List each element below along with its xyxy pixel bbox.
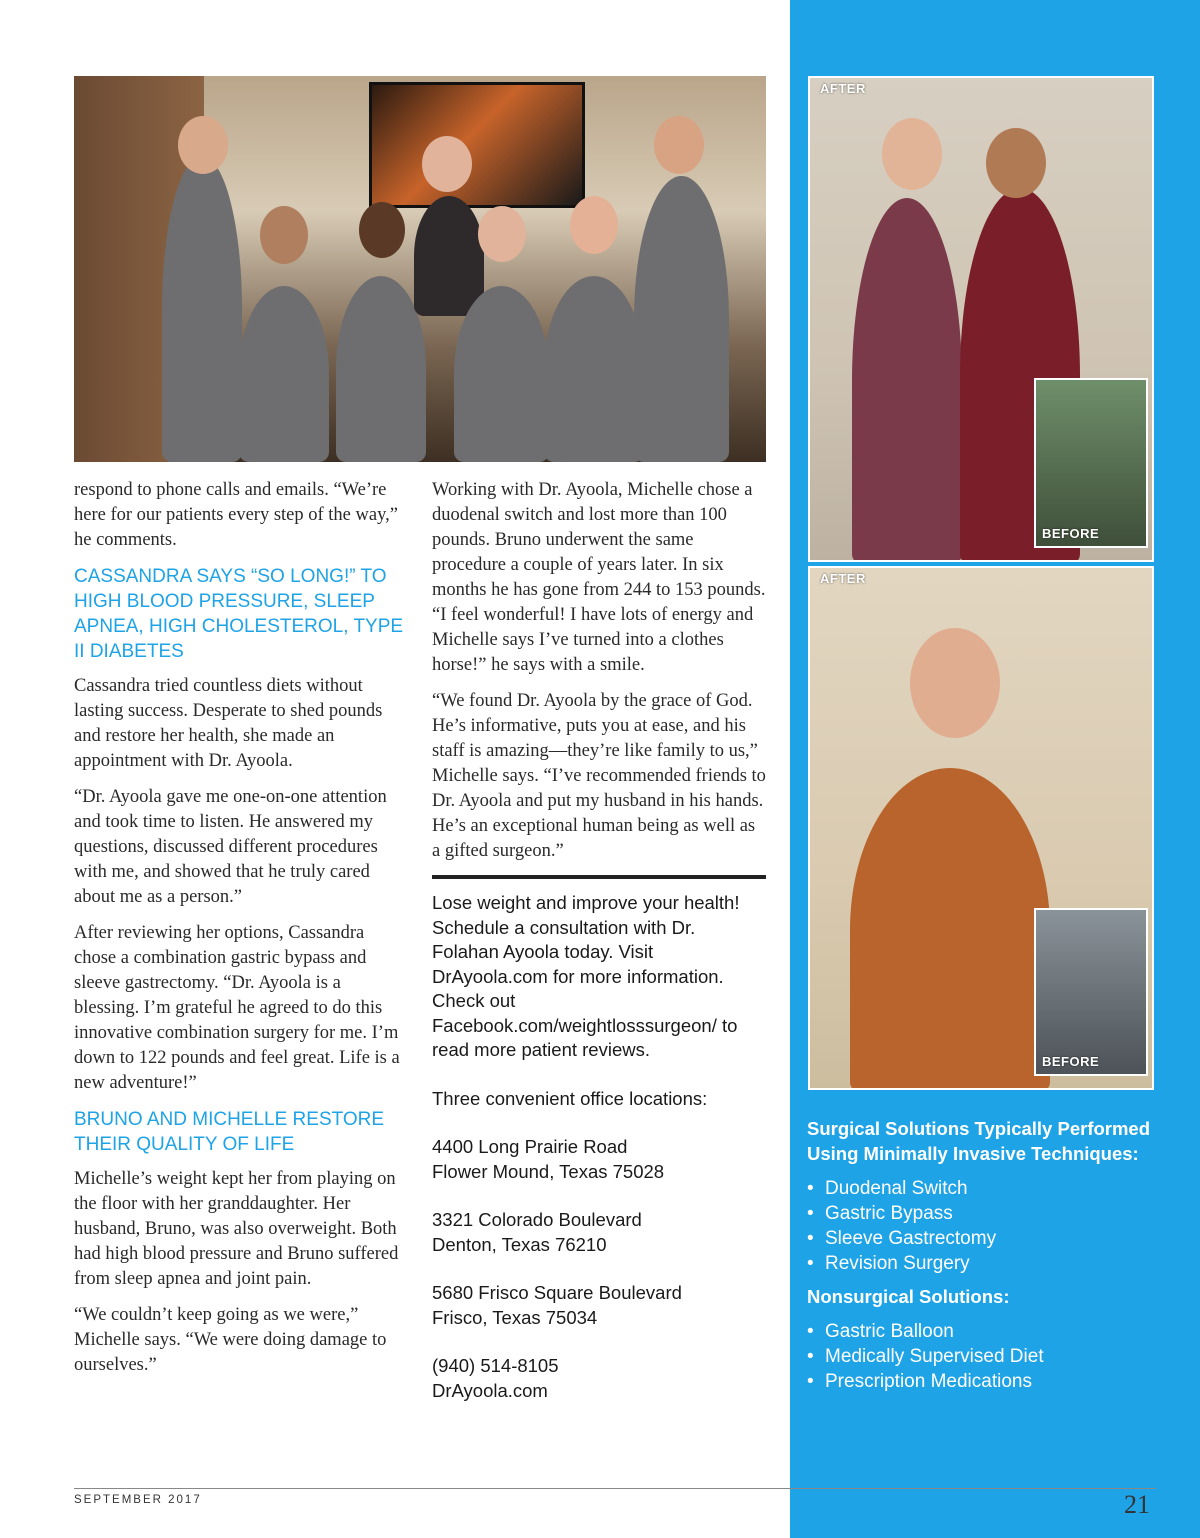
after-label: AFTER [820,81,866,96]
article-column-1 [74,478,410,1389]
before-label: BEFORE [1042,526,1100,541]
paragraph: “Dr. Ayoola gave me one-on-one attention and took time to listen. He answered my questions, discussed different procedures with me, and showed that he truly cared about me as a person.” [74,787,387,907]
divider [432,875,766,879]
after-photo-cassandra [808,566,1154,1090]
address-line: 5680 Frisco Square Boulevard [432,1282,682,1303]
locations-intro: Three convenient office locations: [432,1087,708,1109]
person-figure [454,286,549,462]
after-photo-couple [808,76,1154,562]
list-item: • Duodenal Switch [807,1176,1187,1201]
person-head [359,202,405,258]
page-number: 21 [1124,1490,1150,1519]
list-item: • Medically Supervised Diet [807,1344,1187,1369]
person-figure [414,196,484,316]
paragraph: “We couldn’t keep going as we were,” Michelle says. “We were doing damage to ourselves.” [74,1305,387,1375]
subhead-cassandra: CASSANDRA SAYS “SO LONG!” TO HIGH BLOOD PRESSURE, SLEEP APNEA, HIGH CHOLESTEROL, TYPE II DIABETES [74,566,404,662]
after-label: AFTER [820,571,866,586]
before-label: BEFORE [1042,1054,1100,1069]
address-line: Flower Mound, Texas 75028 [432,1160,665,1182]
paragraph: respond to phone calls and emails. “We’re here for our patients every step of the way,” he comments. [74,480,398,550]
list-item: • Gastric Balloon [807,1319,1187,1344]
cta-text: Lose weight and improve your health! Schedule a consultation with Dr. Folahan Ayoola today. Visit DrAyoola.com for more information. Check out Facebook.com/weightlosssurgeon/ to read more patient reviews. [432,892,740,1060]
address-line: Frisco, Texas 75034 [432,1306,598,1328]
solutions-sidebar [807,1116,1187,1402]
contact-info [432,1354,766,1403]
surgical-heading: Surgical Solutions Typically Performed Using Minimally Invasive Techniques: [807,1118,1151,1164]
person-head [910,628,1000,738]
footer-rule [74,1488,1156,1489]
address-line: Denton, Texas 76210 [432,1233,607,1255]
before-photo-cassandra [1034,908,1148,1076]
person-head [986,128,1046,198]
phone-number: (940) 514-8105 [432,1355,559,1376]
paragraph: “We found Dr. Ayoola by the grace of God. He’s informative, puts you at ease, and his staff is amazing—they’re like family to us,” Michelle says. “I’ve recommended friends to Dr. Ayoola and put my husband in his hands. He’s an exceptional human being as well as a gifted surgeon.” [432,691,766,861]
website: DrAyoola.com [432,1379,548,1401]
surgical-list [807,1176,1187,1276]
nonsurgical-heading: Nonsurgical Solutions: [807,1286,1010,1307]
subhead-bruno-michelle: BRUNO AND MICHELLE RESTORE THEIR QUALITY OF LIFE [74,1109,385,1155]
person-head [478,206,526,262]
person-head [882,118,942,190]
person-figure [544,276,644,462]
person-figure [336,276,426,462]
person-head [422,136,472,192]
list-item: • Gastric Bypass [807,1201,1187,1226]
list-item: • Sleeve Gastrectomy [807,1226,1187,1251]
person-head [260,206,308,264]
person-figure [634,176,729,462]
location-frisco [432,1281,766,1330]
before-photo-couple [1034,378,1148,548]
person-figure [852,198,962,562]
wall-tv [369,82,585,208]
list-item: • Revision Surgery [807,1251,1187,1276]
paragraph: Working with Dr. Ayoola, Michelle chose a duodenal switch and lost more than 100 pounds. Bruno underwent the same procedure a couple of years later. In six months he has gone from 244 to 153 pounds. “I feel wonderful! I have lots of energy and Michelle says I’ve turned into a clothes horse!” he says with a smile. [432,480,766,675]
person-figure [239,286,329,462]
paragraph: After reviewing her options, Cassandra chose a combination gastric bypass and sleeve gastrectomy. “Dr. Ayoola is a blessing. I’m grateful he agreed to do this innovative combination surgery for me. I’m down to 122 pounds and feel great. Life is a new adventure!” [74,923,400,1093]
call-to-action [432,891,766,1403]
list-item: • Prescription Medications [807,1369,1187,1394]
person-figure [162,156,242,462]
issue-date: SEPTEMBER 2017 [74,1494,202,1506]
article-column-2 [432,478,766,1427]
address-line: 4400 Long Prairie Road [432,1136,628,1157]
location-denton [432,1208,766,1257]
person-head [570,196,618,254]
paragraph: Michelle’s weight kept her from playing on the floor with her granddaughter. Her husband, Bruno, was also overweight. Both had high blood pressure and Bruno suffered from sleep apnea and joint pain. [74,1169,399,1289]
paragraph: Cassandra tried countless diets without lasting success. Desperate to shed pounds and restore her health, she made an appointment with Dr. Ayoola. [74,676,383,771]
person-figure [850,768,1050,1090]
person-head [178,116,228,174]
nonsurgical-list [807,1319,1187,1394]
address-line: 3321 Colorado Boulevard [432,1209,642,1230]
location-flower-mound [432,1135,766,1184]
person-head [654,116,704,174]
team-photo [74,76,766,462]
